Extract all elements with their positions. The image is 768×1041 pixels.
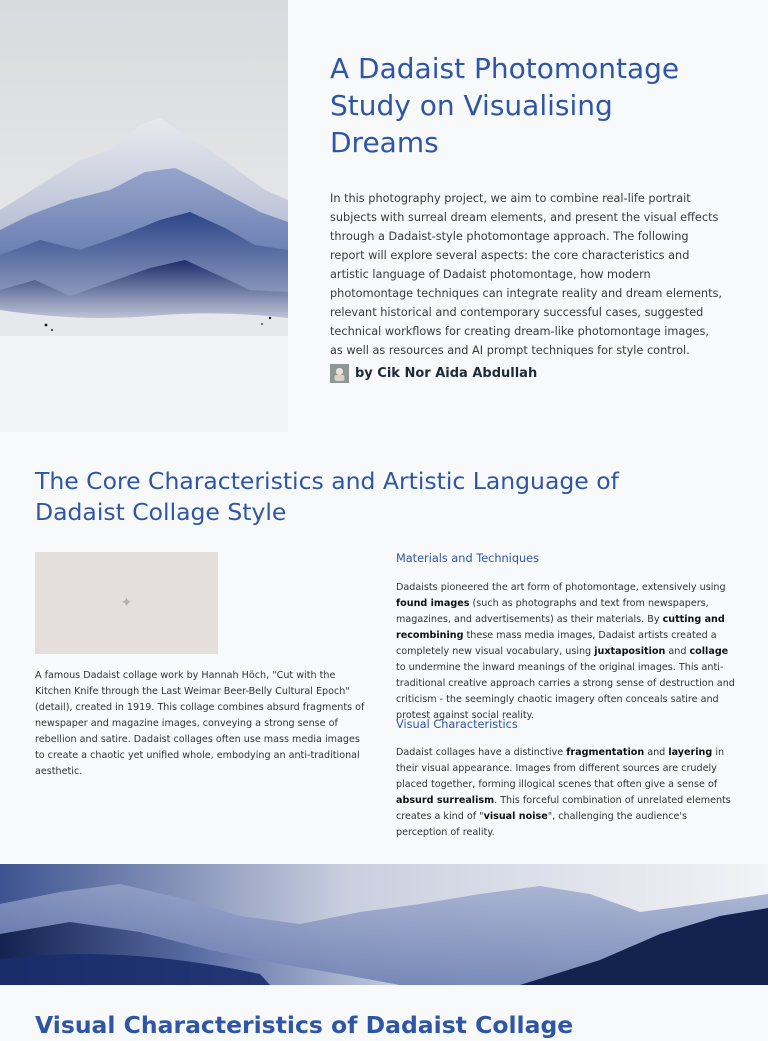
text-span: in their visual appearance. Images from different sources are crudely placed together, forming illogical scenes that often give a sense of [396, 747, 725, 790]
author-name: by Cik Nor Aida Abdullah [355, 366, 538, 381]
bold-term: collage [689, 646, 729, 657]
image-placeholder [35, 552, 218, 654]
text-span: ", challenging the audience's perception of reality. [396, 811, 688, 838]
text-span: to undermine the inward meanings of the original images. This anti-traditional creative approach carries a strong sense of destruction and criticism - the seemingly chaotic imagery often conceals satire and protest against social reality. [396, 662, 735, 721]
text-span: these mass media images, Dadaist artists created a completely new visual vocabulary, using [396, 630, 717, 657]
text-span: . This forceful combination of unrelated elements creates a kind of " [396, 795, 731, 822]
hero-section [0, 0, 768, 432]
text-span: (such as photographs and text from newspapers, magazines, and advertisements) as their materials. By [396, 598, 709, 625]
section-title: The Core Characteristics and Artistic Language of Dadaist Collage Style [35, 467, 619, 526]
text-span: and [644, 747, 669, 758]
bold-term: absurd surrealism [396, 795, 495, 806]
author-avatar-icon [330, 364, 349, 383]
materials-heading: Materials and Techniques [396, 552, 539, 565]
text-span: Dadaists pioneered the art form of photomontage, extensively using [396, 582, 726, 593]
bold-term: cutting and recombining [396, 614, 725, 641]
section2-title: Visual Characteristics of Dadaist Collage [35, 1011, 574, 1039]
visual-characteristics-heading: Visual Characteristics [396, 718, 518, 731]
image-placeholder-icon: ✦ [120, 595, 133, 611]
hero-text-block [330, 50, 722, 360]
bold-term: layering [668, 747, 713, 758]
text-span: Dadaist collages have a distinctive [396, 747, 567, 758]
core-characteristics-section [0, 432, 768, 864]
visual-paragraph [396, 745, 736, 841]
mountain-banner-image [0, 864, 768, 985]
page-title: A Dadaist Photomontage Study on Visualising Dreams [330, 52, 680, 159]
image-caption: A famous Dadaist collage work by Hannah Höch, "Cut with the Kitchen Knife through the Last Weimar Beer-Belly Cultural Epoch" (detail), created in 1919. This collage combines absurd fragments of newspaper and magazine images, conveying a strong sense of rebellion and satire. Dadaist collages often use mass media images to create a chaotic yet unified whole, embodying an anti-traditional aesthetic. [35, 670, 365, 777]
bold-term: juxtaposition [594, 646, 666, 657]
hero-mountain-image [0, 0, 288, 432]
bold-term: found images [396, 598, 470, 609]
bold-term: visual noise [483, 811, 548, 822]
materials-paragraph [396, 580, 736, 724]
author-byline [330, 364, 537, 383]
intro-paragraph: In this photography project, we aim to combine real-life portrait subjects with surreal dream elements, and present the visual effects through a Dadaist-style photomontage approach. The following report will explore several aspects: the core characteristics and artistic language of Dadaist photomontage, how modern photomontage techniques can integrate reality and dream elements, relevant historical and contemporary successful cases, suggested technical workflows for creating dream-like photomontage images, as well as resources and AI prompt techniques for style control. [330, 192, 722, 357]
text-span: and [665, 646, 690, 657]
bold-term: fragmentation [566, 747, 645, 758]
